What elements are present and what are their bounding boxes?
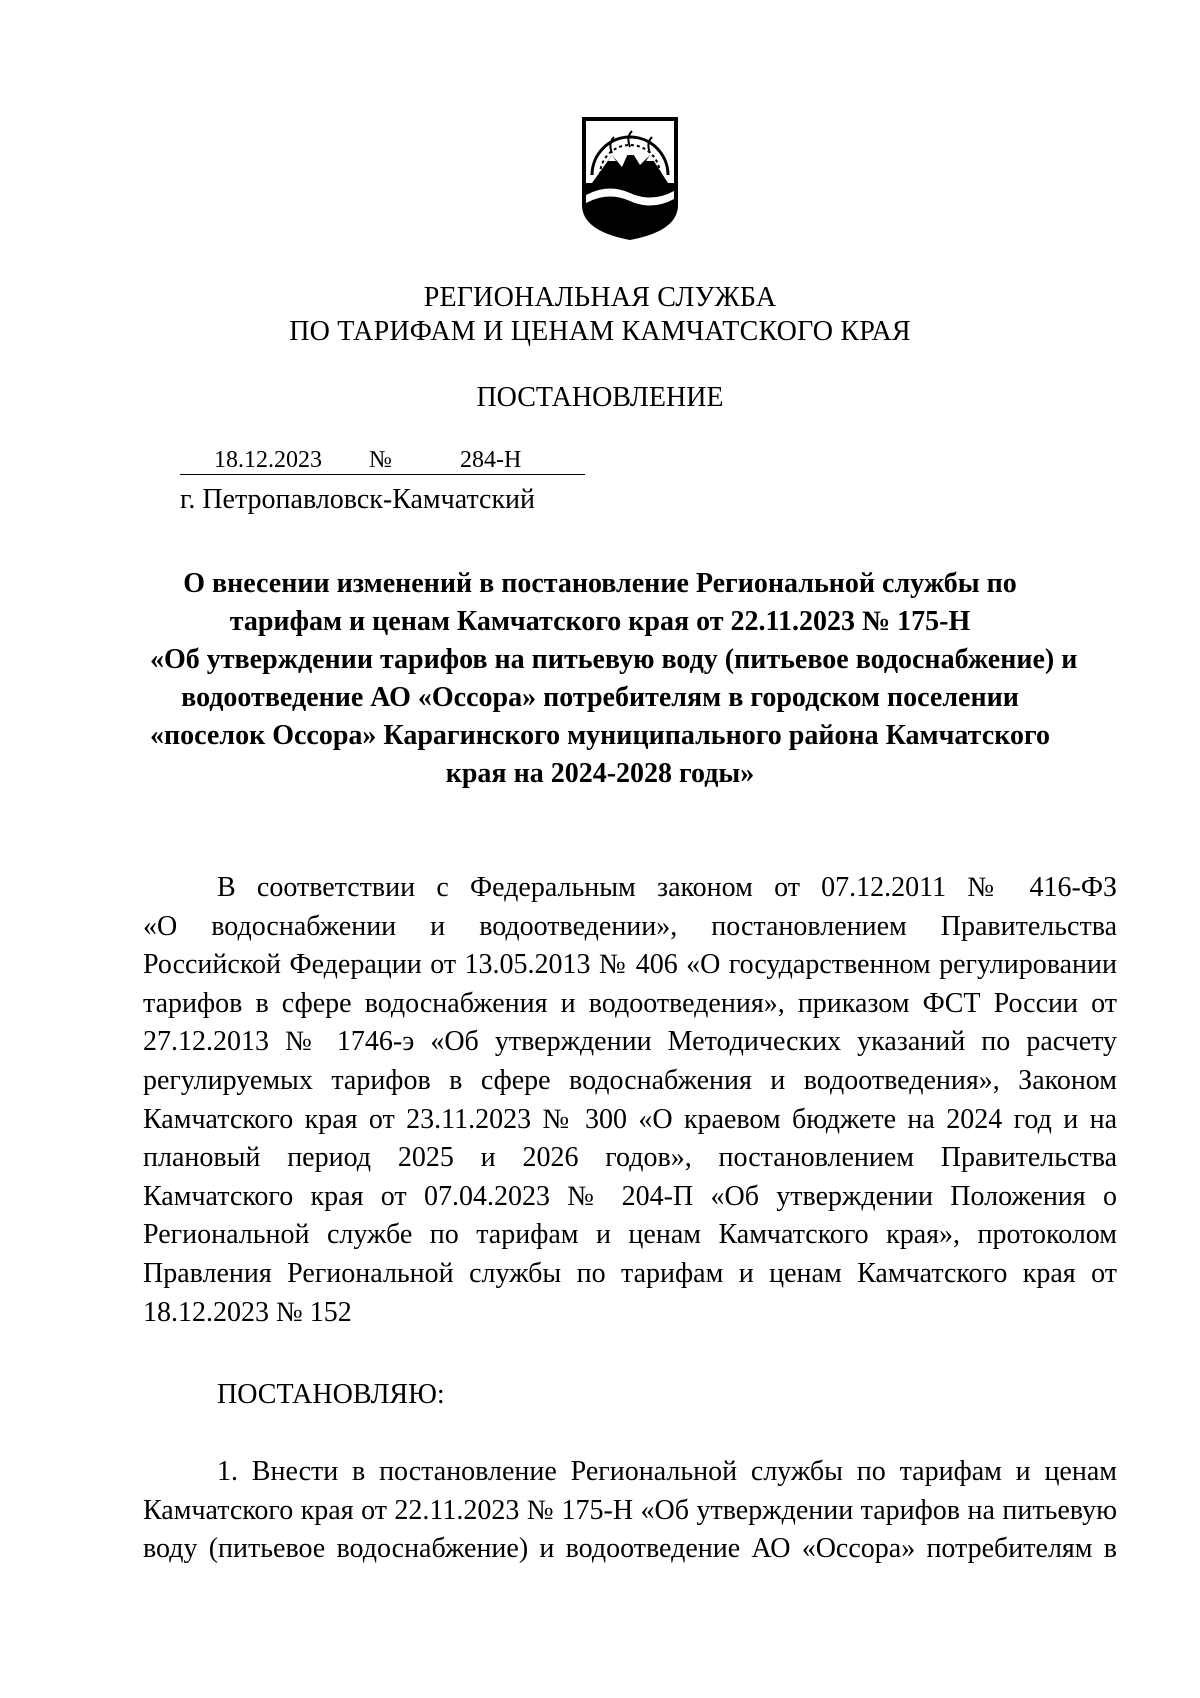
- clause-1-paragraph: [143, 1453, 1117, 1569]
- paragraph-line: 1. Внести в постановление Региональной службы по тарифам и ценам: [217, 1456, 1117, 1487]
- number-sign: №: [369, 447, 392, 473]
- title-line: края на 2024-2028 годы»: [445, 758, 755, 789]
- paragraph-line: Камчатского края от 23.11.2023 № 300 «О краевом бюджете на 2024 год и на: [143, 1103, 1117, 1135]
- paragraph-line: плановый период 2025 и 2026 годов», постановлением Правительства: [143, 1142, 1117, 1174]
- title-line: тарифам и ценам Камчатского края от 22.11.2023 № 175-Н: [229, 606, 971, 637]
- resolve-heading: ПОСТАНОВЛЯЮ:: [217, 1379, 445, 1410]
- paragraph-line: тарифов в сфере водоснабжения и водоотведения», приказом ФСТ России от: [143, 987, 1117, 1019]
- paragraph-line: 27.12.2013 № 1746-э «Об утверждении Методических указаний по расчету: [143, 1026, 1117, 1058]
- document-number: 284-Н: [460, 447, 522, 473]
- organization-name-line2: ПО ТАРИФАМ И ЦЕНАМ КАМЧАТСКОГО КРАЯ: [289, 316, 911, 347]
- title-line: «поселок Оссора» Карагинского муниципального района Камчатского: [150, 720, 1050, 751]
- paragraph-line: Региональной службе по тарифам и ценам Камчатского края», протоколом: [143, 1219, 1117, 1251]
- document-date: 18.12.2023: [214, 447, 322, 473]
- date-number-underline: [180, 474, 585, 475]
- paragraph-line: воду (питьевое водоснабжение) и водоотведение АО «Оссора» потребителям в: [143, 1533, 1117, 1565]
- paragraph-line: Российской Федерации от 13.05.2013 № 406 «О государственном регулировании: [143, 949, 1117, 981]
- preamble-paragraph: [143, 869, 1117, 1332]
- paragraph-line: 18.12.2023 № 152: [143, 1296, 352, 1328]
- paragraph-line: регулируемых тарифов в сфере водоснабжения и водоотведения», Законом: [143, 1064, 1117, 1096]
- document-title: [150, 565, 1078, 793]
- paragraph-line: Правления Региональной службы по тарифам и ценам Камчатского края от: [143, 1257, 1117, 1289]
- coat-of-arms-emblem: [578, 113, 682, 243]
- document-type: ПОСТАНОВЛЕНИЕ: [476, 382, 724, 413]
- paragraph-line: «О водоснабжении и водоотведении», постановлением Правительства: [143, 910, 1117, 942]
- title-line: О внесении изменений в постановление Региональной службы по: [183, 568, 1017, 599]
- title-line: водоотведение АО «Оссора» потребителям в городском поселении: [181, 682, 1019, 713]
- paragraph-line: Камчатского края от 07.04.2023 № 204-П «Об утверждении Положения о: [143, 1180, 1117, 1212]
- organization-name-line1: РЕГИОНАЛЬНАЯ СЛУЖБА: [423, 282, 777, 313]
- title-line: «Об утверждении тарифов на питьевую воду (питьевое водоснабжение) и: [150, 644, 1078, 675]
- paragraph-line: Камчатского края от 22.11.2023 № 175-Н «Об утверждении тарифов на питьевую: [143, 1494, 1117, 1526]
- paragraph-line: В соответствии с Федеральным законом от 07.12.2011 № 416-ФЗ: [217, 872, 1117, 903]
- city-name: г. Петропавловск-Камчатский: [180, 484, 536, 515]
